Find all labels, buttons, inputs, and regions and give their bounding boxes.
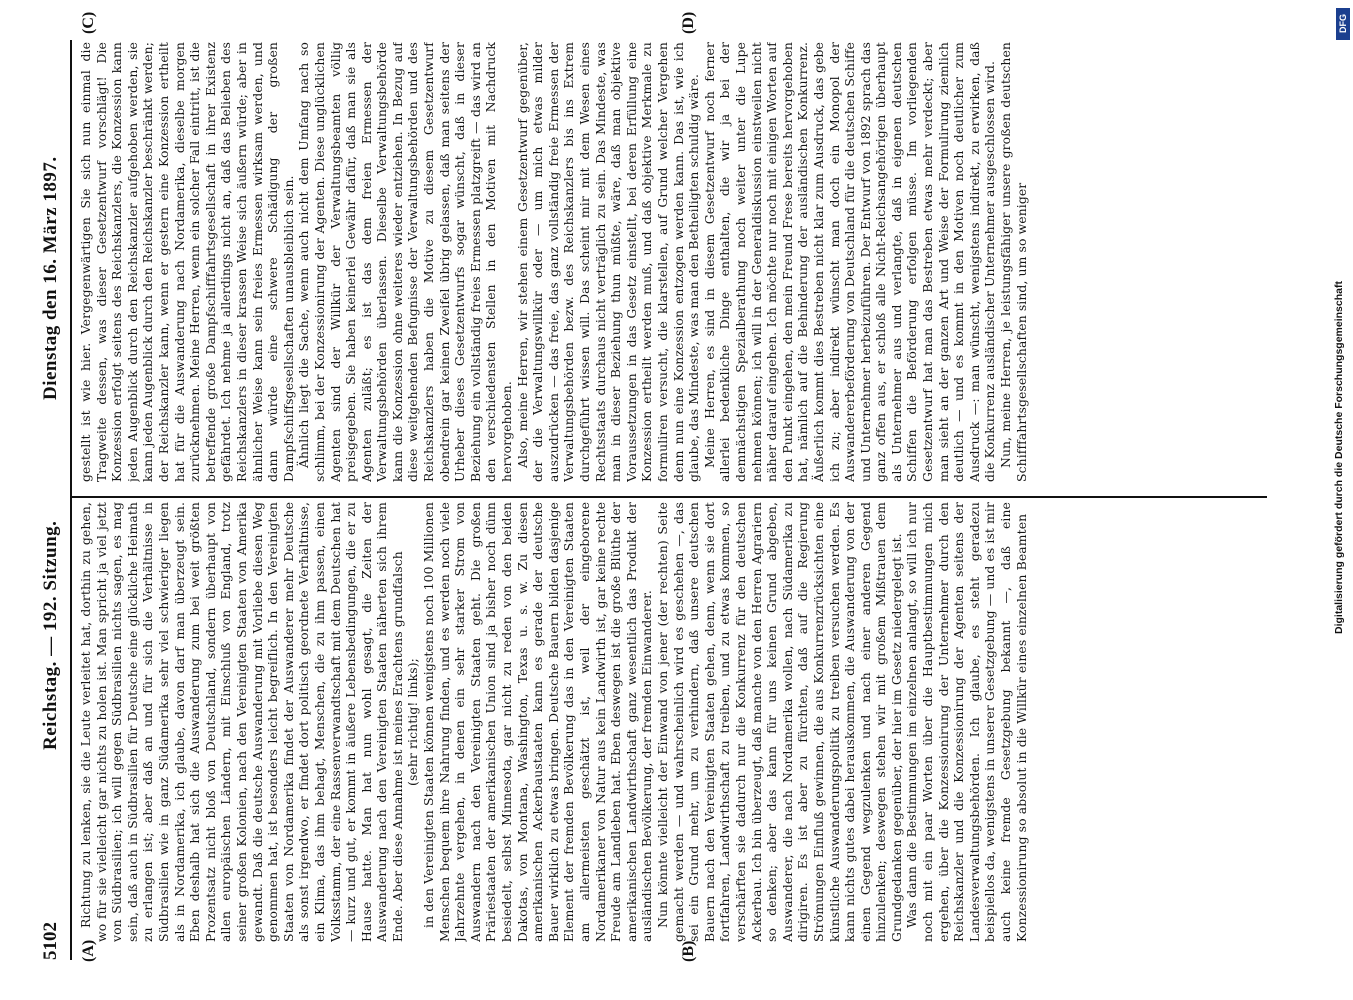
paragraph: Richtung zu lenken, sie die Leute verleitet hat, dorthin zu gehen, wo für sie vielleicht gar nichts zu holen ist. Man spricht ja viel jetzt von Südbrasilien; ich will gegen Südbrasilien nichts sagen, es mag sein, daß auch in Südbrasilien für Deutsche eine glückliche Heimath zu erlangen ist; aber daß an und für sich die Verhältnisse in Südbrasilien wie in ganz Südamerika sehr viel schwieriger liegen als in Nordamerika, ich glaube, davon darf man überzeugt sein. Eben deshalb hat sich die Auswanderung zum bei weit größten Prozentsatz nicht bloß von Deutschland, sondern überhaupt von allen europäischen Ländern, mit Einschluß von England, trotz seiner großen Kolonien, nach den Vereinigten Staaten von Amerika gewandt. Daß die deutsche Auswanderung mit Vorliebe diesen Weg genommen hat, ist besonders leicht begreiflich. In den Vereinigten Staaten von Nordamerika findet der Auswanderer mehr Deutsche als sonst irgendwo, er findet dort politisch geordnete Verhältnisse, ein Klima, das ihm behagt, Menschen, die zu ihm passen, einen Volksstamm, der eine Rassenverwandtschaft mit dem Deutschen hat — kurz und gut, er kommt in äußere Lebensbedingungen, die er zu Hause hatte. Man hat nun wohl gesagt, die Zeiten der Auswanderung nach den Vereinigten Staaten näherten sich ihrem Ende. Aber diese Annahme ist meines Erachtens grundfalsch — [78, 502, 405, 942]
right-column — [78, 42, 1268, 482]
digitization-credit — [1333, 8, 1349, 634]
session-title: Reichstag. — 192. Sitzung. — [40, 520, 61, 750]
column-divider — [72, 496, 1267, 498]
page-number: 5102 — [40, 922, 61, 960]
paragraph: Nun, meine Herren, je leistungsfähiger unsere großen deutschen Schifffahrtsgesellschaften sind, um so weniger — [998, 42, 1029, 482]
left-column — [78, 502, 1268, 942]
paragraph: Was dann die Bestimmungen im einzelnen anlangt, so will ich nur noch mit ein paar Worten über die Hauptbestimmungen mich ergehen, über die Konzessionirung der Unternehmer durch den Reichskanzler und die Konzessionirung der Agenten seitens der Landesverwaltungsbehörden. Ich glaube, es steht geradezu beispiellos da, wenigstens in unserer Gesetzgebung — und es ist mir auch keine fremde Gesetzgebung bekannt —, daß eine Konzessionirung so absolut in die Willkür eines einzelnen Beamten — [904, 502, 1029, 942]
margin-marker-d: (D) — [680, 11, 697, 34]
margin-marker-a: (A) — [80, 939, 97, 962]
margin-marker-b: (B) — [680, 940, 697, 962]
paragraph: Meine Herren, es sind in diesem Gesetzentwurf noch ferner allerlei bedenkliche Dinge enthalten, die wir ja bei der demnächstigen Spezialberathung noch weiter unter die Lupe nehmen können; ich will in der Generaldiskussion einstweilen nicht näher darauf eingehen. Ich möchte nur noch mit einigen Worten auf den Punkt eingehen, den mein Freund Frese bereits hervorgehoben hat, nämlich auf die Behinderung der ausländischen Konkurrenz. Äußerlich kommt dies Bestreben nicht klar zum Ausdruck, das gebe ich zu; aber indirekt wünscht man doch ein Monopol der Auswandererbeförderung von Deutschland für die deutschen Schiffe und Unternehmer herbeizuführen. Der Entwurf von 1892 sprach das ganz offen aus, er schloß alle Nicht-Reichsangehörigen überhaupt als Unternehmer aus und verlangte, daß in eigenen deutschen Schiffen die Beförderung erfolgen müsse. Im vorliegenden Gesetzentwurf hat man das Bestreben etwas mehr verdeckt; aber man sieht an der ganzen Art und Weise der Formulirung ziemlich deutlich — und es kommt in den Motiven noch deutlicher zum Ausdruck —: man wünscht, wenigstens indirekt, zu erwirken, daß die Konkurrenz ausländischer Unternehmer ausgeschlossen wird. — [701, 42, 998, 482]
dfg-logo: DFG — [1336, 8, 1350, 40]
paragraph: Also, meine Herren, wir stehen einem Gesetzentwurf gegenüber, der die Verwaltungswillkür oder — um mich etwas milder auszudrücken — das freie, das ganz vollständig freie Ermessen der Verwaltungsbehörden bezw. des Reichskanzlers bis ins Extrem durchgeführt wissen will. Das scheint mir mit dem Wesen eines Rechtsstaats durchaus nicht verträglich zu sein. Das Mindeste, was man in dieser Beziehung thun müßte, wäre, daß man objektive Voraussetzungen in das Gesetz einstellt, bei deren Erfüllung eine Konzession ertheilt werden muß, und daß objektive Merkmale zu formuliren versucht, die klarstellen, auf Grund welcher Vergehen denn nun eine Konzession entzogen werden kann. Das ist, wie ich glaube, das Mindeste, was man den Betheiligten schuldig wäre. — [514, 42, 702, 482]
paragraph: Nun könnte vielleicht der Einwand von jener (der rechten) Seite gemacht werden — und wahrscheinlich wird es geschehen —, das sei ein Grund mehr, um zu verhindern, daß unsere deutschen Bauern nach den Vereinigten Staaten gehen, denn, wenn sie dort fortfahren, Landwirthschaft zu treiben, und zu etwas kommen, so verschärften sie dadurch nur die Konkurrenz für den deutschen Ackerbau. Ich bin überzeugt, daß manche von den Herren Agrariern so denken; aber das kann für uns keinen Grund abgeben, Auswanderer, die nach Nordamerika wollen, nach Südamerika zu dirigiren. Es ist aber zu fürchten, daß auf die Regierung Strömungen Einfluß gewinnen, die aus Konkurrenzrücksichten eine künstliche Auswanderungspolitik zu treiben versuchen werden. Es kann nichts gutes dabei herauskommen, die Auswanderung von der einen Gegend wegzulenken und nach einer anderen Gegend hinzulenken; deswegen stehen wir mit großem Mißtrauen dem Grundgedanken gegenüber, der hier im Gesetz niedergelegt ist. — [654, 502, 904, 942]
margin-marker-c: (C) — [80, 11, 97, 34]
interjection: (sehr richtig! links); — [405, 658, 421, 786]
header-rule — [70, 40, 72, 960]
page-header — [40, 40, 66, 960]
paragraph: gestellt ist wie hier. Vergegenwärtigen Sie sich nun einmal die Tragweite dessen, was dieser Gesetzentwurf vorschlägt! Die Konzession erfolgt seitens des Reichskanzlers, die Konzession kann jeden Augenblick durch den Reichskanzler aufgehoben werden, sie kann jeden Augenblick durch den Reichskanzler beschränkt werden; der Reichskanzler kann, wenn er gestern eine Konzession ertheilt hat für die Auswanderung nach Nordamerika, dieselbe morgen zurücknehmen. Meine Herren, wenn ein solcher Fall eintritt, ist die betreffende große Dampfschifffahrtsgesellschaft in ihrer Existenz gefährdet. Ich nehme ja allerdings nicht an, daß das Belieben des Reichskanzlers in dieser krassen Weise sich äußern würde; aber in ähnlicher Weise kann sein freies Ermessen wirksam werden, und dann würde eine schwere Schädigung der großen Dampfschiffsgesellschaften unausbleiblich sein. — [78, 42, 296, 482]
paragraph: in den Vereinigten Staaten können wenigstens noch 100 Millionen Menschen bequem ihre Nahrung finden, und es werden noch viele Jahrzehnte vergehen, in denen ein sehr starker Strom von Auswandern nach den Vereinigten Staaten geht. Die großen Präriestaaten der amerikanischen Union sind ja bisher noch dünn besiedelt, selbst Minnesota, gar nicht zu reden von den beiden Dakotas, von Montana, Washington, Texas u. s. w. Zu diesen amerikanischen Ackerbaustaaten kann es gerade der deutsche Bauer wirklich zu etwas bringen. Deutsche Bauern bilden dasjenige Element der fremden Bevölkerung das in den Vereinigten Staaten am allermeisten geschätzt ist, weil der eingeborene Nordamerikaner von Natur aus kein Landwirth ist, gar keine rechte Freude am Landleben hat. Eben deswegen ist die große Blüthe der amerikanischen Landwirthschaft ganz wesentlich das Produkt der ausländischen Bevölkerung, der fremden Einwanderer. — [421, 502, 655, 942]
paragraph: Ähnlich liegt die Sache, wenn auch nicht dem Umfang nach so schlimm, bei der Konzessionirung der Agenten. Diese unglücklichen Agenten sind der Willkür der Verwaltungsbeamten völlig preisgegeben. Sie haben keinerlei Gewähr dafür, daß man sie als Agenten zuläßt; es ist das dem freien Ermessen der Verwaltungsbehörden überlassen. Dieselbe Verwaltungsbehörde kann die Konzession ohne weiteres wieder entziehen. In Bezug auf diese weitgehenden Befugnisse der Verwaltungsbehörden und des Reichskanzlers haben die Motive zu diesem Gesetzentwurf obendrein gar keinen Zweifel übrig gelassen, daß man seitens der Urheber dieses Gesetzentwurfs sogar wünscht, daß in dieser Beziehung ein vollständig freies Ermessen platzgreift — das wird an den verschiedensten Stellen in den Motiven mit Nachdruck hervorgehoben. — [296, 42, 515, 482]
credit-text: Digitalisierung gefördert durch die Deutsche Forschungsgemeinschaft — [1333, 281, 1345, 634]
session-date: Dienstag den 16. März 1897. — [40, 156, 61, 400]
